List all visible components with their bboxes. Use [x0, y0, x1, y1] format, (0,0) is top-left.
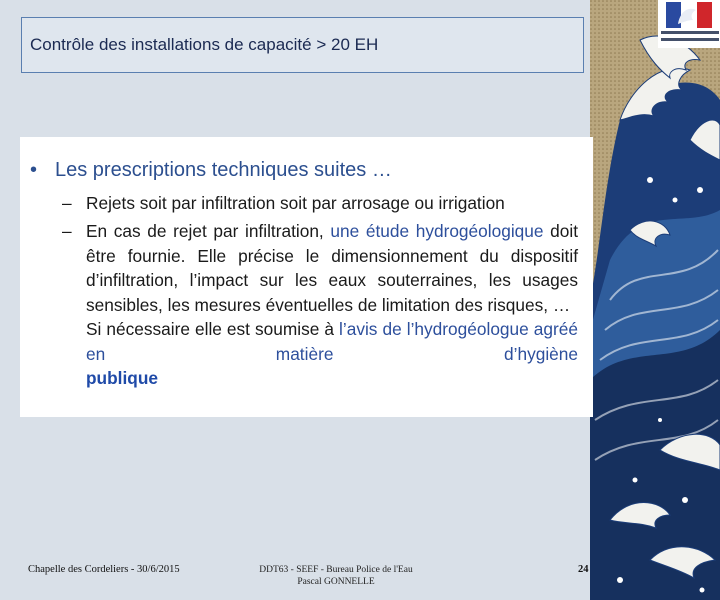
- sub-bullet-1-text: Rejets soit par infiltration soit par arrosage ou irrigation: [86, 193, 505, 213]
- sub-bullet-2-part2: doit être fournie. Elle précise le dimensionnement du dispositif d’infiltration, l’impact sur les eaux souterraines, les usages sensibles, les mesures éventuelles de limitation des risques, …: [86, 221, 579, 315]
- wave-illustration: [590, 0, 720, 600]
- highlight-hydrogeologue: l’hydrogéologue agréé en matière d’hygiène: [86, 319, 578, 364]
- french-flag-icon: [666, 2, 712, 28]
- sub-bullet-2: [62, 219, 579, 391]
- marianne-logo: [658, 0, 720, 48]
- main-bullet-text: Les prescriptions techniques suites …: [55, 159, 392, 181]
- sub-bullet-2-part1: En cas de rejet par infiltration,: [86, 221, 331, 241]
- content-box: [20, 137, 593, 417]
- dash-icon: –: [62, 193, 72, 213]
- slide-title: Contrôle des installations de capacité > 20 EH: [30, 35, 379, 54]
- bullet-dot-icon: •: [30, 159, 38, 181]
- dash-icon: –: [62, 221, 72, 241]
- footer-center: [240, 564, 432, 588]
- logo-motto-line: [661, 31, 719, 34]
- footer-left: Chapelle des Cordeliers - 30/6/2015: [28, 564, 180, 575]
- sub-bullet-1: [62, 191, 578, 216]
- main-bullet: [30, 159, 392, 182]
- highlight-publique: publique: [86, 368, 158, 388]
- footer-center-line1: DDT63 - SEEF - Bureau Police de l'Eau: [259, 565, 413, 575]
- footer-center-line2: Pascal GONNELLE: [297, 577, 375, 587]
- title-box: [21, 17, 584, 73]
- highlight-etude: une étude hydrogéologique: [330, 221, 544, 241]
- page-number: 24: [578, 564, 589, 575]
- highlight-avis: l’avis de: [339, 319, 402, 339]
- avis-paragraph: [86, 317, 578, 366]
- avis-intro: Si nécessaire elle est soumise à: [86, 319, 340, 339]
- logo-republic-line: [661, 38, 719, 41]
